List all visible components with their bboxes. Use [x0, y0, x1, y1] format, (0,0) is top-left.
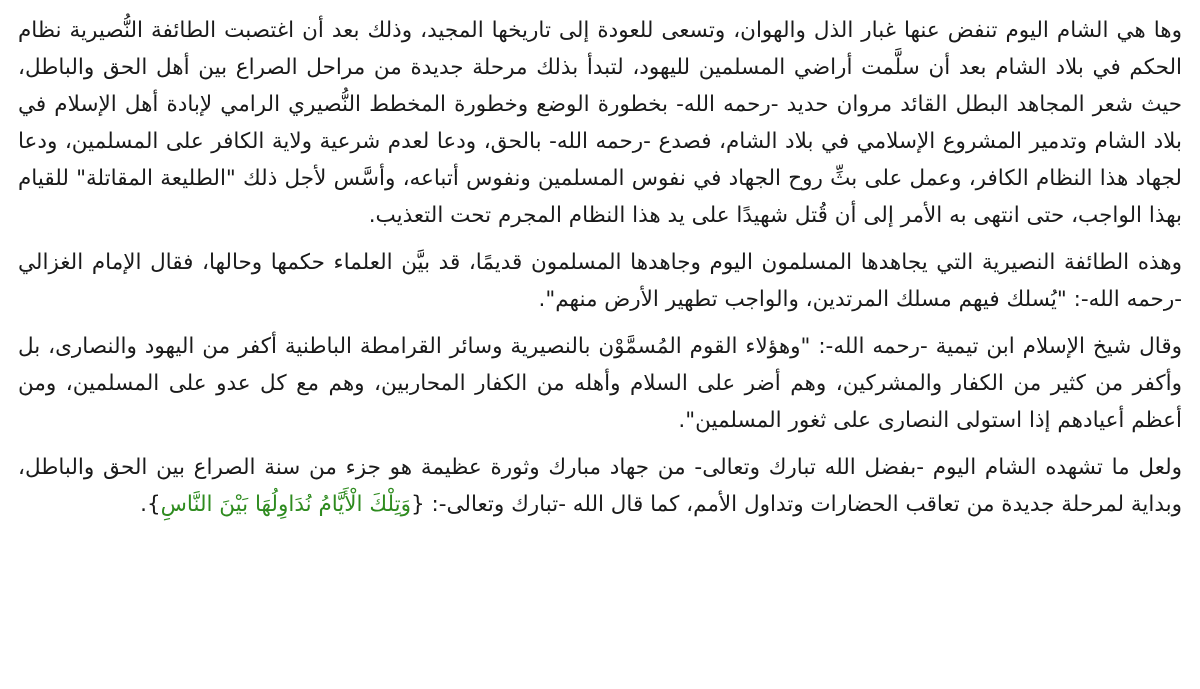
paragraph-4-text: ولعل ما تشهده الشام اليوم -بفضل الله تبارك وتعالى- من جهاد مبارك وثورة عظيمة هو جزء من سنة الصراع بين الحق والباطل، وبداية لمرحلة جديدة من تعاقب الحضارات وتداول الأمم، كما قال الله -تبارك وتعالى-: { [18, 455, 1182, 517]
paragraph-4-tail: }. [140, 492, 161, 517]
paragraph-2 [18, 244, 1182, 318]
quran-verse: وَتِلْكَ الْأَيَّامُ نُدَاوِلُهَا بَيْنَ النَّاسِ [160, 492, 411, 517]
paragraph-3 [18, 328, 1182, 439]
paragraph-1 [18, 12, 1182, 234]
paragraph-3-text: وقال شيخ الإسلام ابن تيمية -رحمه الله-: "وهؤلاء القوم المُسمَّوْن بالنصيرية وسائر القرامطة الباطنية أكفر من اليهود والنصارى، بل وأكفر من كثير من الكفار والمشركين، وهم أضر على السلام وأهله من الكفار المحاربين، وهم مع كل عدو على المسلمين، ومن أعظم أعيادهم إذا استولى النصارى على ثغور المسلمين". [18, 334, 1182, 433]
paragraph-1-text: وها هي الشام اليوم تنفض عنها غبار الذل والهوان، وتسعى للعودة إلى تاريخها المجيد، وذلك بعد أن اغتصبت الطائفة النُّصيرية نظام الحكم في بلاد الشام بعد أن سلَّمت أراضي المسلمين لليهود، لتبدأ بذلك مرحلة جديدة من مراحل الصراع بين أهل الحق والباطل، حيث شعر المجاهد البطل القائد مروان حديد -رحمه الله- بخطورة الوضع وخطورة المخطط النُّصيري الرامي لإبادة أهل الإسلام في بلاد الشام وتدمير المشروع الإسلامي في بلاد الشام، فصدع -رحمه الله- بالحق، ودعا لعدم شرعية ولاية الكافر على المسلمين، ودعا لجهاد هذا النظام الكافر، وعمل على بثِّ روح الجهاد في نفوس المسلمين ونفوس أتباعه، وأسَّس لأجل ذلك "الطليعة المقاتلة" للقيام بهذا الواجب، حتى انتهى به الأمر إلى أن قُتل شهيدًا على يد هذا النظام المجرم تحت التعذيب. [18, 18, 1182, 228]
paragraph-2-text: وهذه الطائفة النصيرية التي يجاهدها المسلمون اليوم وجاهدها المسلمون قديمًا، قد بيَّن العلماء حكمها وحالها، فقال الإمام الغزالي -رحمه الله-: "يُسلك فيهم مسلك المرتدين، والواجب تطهير الأرض منهم". [18, 250, 1182, 312]
paragraph-4 [18, 449, 1182, 523]
